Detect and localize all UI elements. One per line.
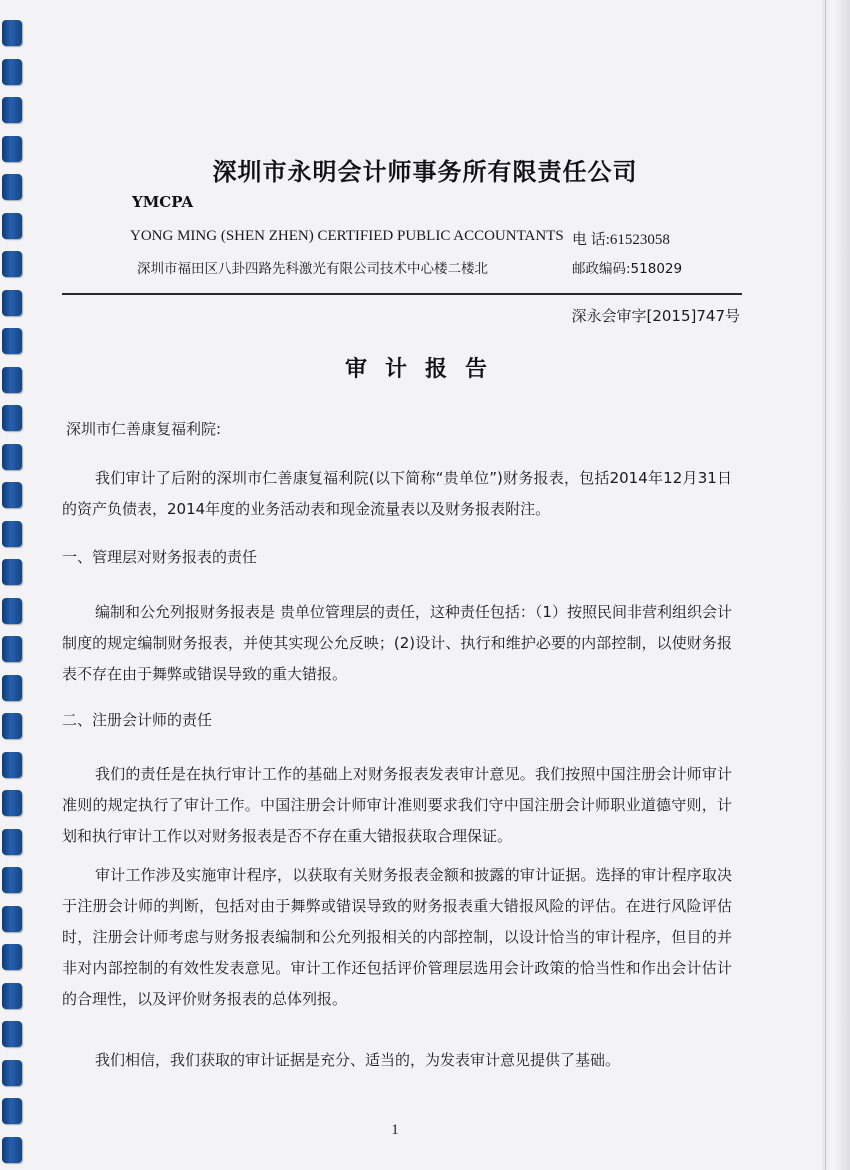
binding-ring xyxy=(2,944,22,970)
page-number: 1 xyxy=(391,1122,399,1138)
binding-ring xyxy=(2,1137,22,1163)
binding-ring xyxy=(2,20,22,46)
firm-address: 深圳市福田区八卦四路先科激光有限公司技术中心楼二楼北 xyxy=(137,261,488,277)
binding-ring xyxy=(2,906,22,932)
firm-name-cn: 深圳市永明会计师事务所有限责任公司 xyxy=(212,158,638,186)
intro-paragraph: 我们审计了后附的深圳市仁善康复福利院(以下简称“贵单位”)财务报表，包括2014年12月31日的资产负债表，2014年度的业务活动表和现金流量表以及财务报表附注。 xyxy=(62,469,732,518)
binding-ring xyxy=(2,713,22,739)
firm-postcode: 邮政编码:518029 xyxy=(572,261,683,277)
binding-ring xyxy=(2,829,22,855)
section-2-paragraph-2: 审计工作涉及实施审计程序，以获取有关财务报表金额和披露的审计证据。选择的审计程序取决于注册会计师的判断，包括对由于舞弊或错误导致的财务报表重大错报风险的评估。在进行风险评估时，注册会计师考虑与财务报表编制和公允列报相关的内部控制，以设计恰当的审计程序，但目的并非对内部控制的有效性发表意见。审计工作还包括评价管理层选用会计政策的恰当性和作出会计估计的合理性，以及评价财务报表的总体列报。 xyxy=(62,866,732,1008)
document-reference-number: 深永会审字[2015]747号 xyxy=(571,307,740,325)
firm-phone: 电 话:61523058 xyxy=(572,232,670,248)
section-2-heading: 二、注册会计师的责任 xyxy=(62,711,213,729)
binding-ring xyxy=(2,328,22,354)
section-1-heading: 一、管理层对财务报表的责任 xyxy=(62,548,258,566)
binding-ring xyxy=(2,675,22,701)
binding-ring xyxy=(2,1060,22,1086)
binding-ring xyxy=(2,251,22,277)
binding-ring xyxy=(2,559,22,585)
binding-ring xyxy=(2,444,22,470)
binding-ring xyxy=(2,405,22,431)
firm-name-en: YONG MING (SHEN ZHEN) CERTIFIED PUBLIC ACCOUNTANTS xyxy=(130,228,564,244)
binding-ring xyxy=(2,97,22,123)
binding-ring xyxy=(2,1021,22,1047)
binding-ring xyxy=(2,598,22,624)
binding-ring xyxy=(2,983,22,1009)
binding-ring xyxy=(2,290,22,316)
binding-ring xyxy=(2,636,22,662)
binding-ring xyxy=(2,213,22,239)
binding-ring xyxy=(2,1098,22,1124)
binding-ring xyxy=(2,521,22,547)
section-1-body: 编制和公允列报财务报表是 贵单位管理层的责任，这种责任包括：（1）按照民间非营利组织会计制度的规定编制财务报表，并使其实现公允反映；(2)设计、执行和维护必要的内部控制，以使财务报表不存在由于舞弊或错误导致的重大错报。 xyxy=(62,603,732,683)
binding-ring xyxy=(2,752,22,778)
section-2-paragraph-3: 我们相信，我们获取的审计证据是充分、适当的，为发表审计意见提供了基础。 xyxy=(95,1051,621,1069)
binding-ring xyxy=(2,59,22,85)
section-2-paragraph-1: 我们的责任是在执行审计工作的基础上对财务报表发表审计意见。我们按照中国注册会计师审计准则的规定执行了审计工作。中国注册会计师审计准则要求我们守中国注册会计师职业道德守则，计划和执行审计工作以对财务报表是否不存在重大错报获取合理保证。 xyxy=(62,765,732,845)
report-title: 审计报告 xyxy=(344,357,505,382)
firm-abbreviation: YMCPA xyxy=(132,193,194,211)
binding-ring xyxy=(2,482,22,508)
binding-ring xyxy=(2,867,22,893)
addressee: 深圳市仁善康复福利院: xyxy=(66,420,222,438)
letterhead-divider xyxy=(62,293,742,295)
binding-ring xyxy=(2,790,22,816)
